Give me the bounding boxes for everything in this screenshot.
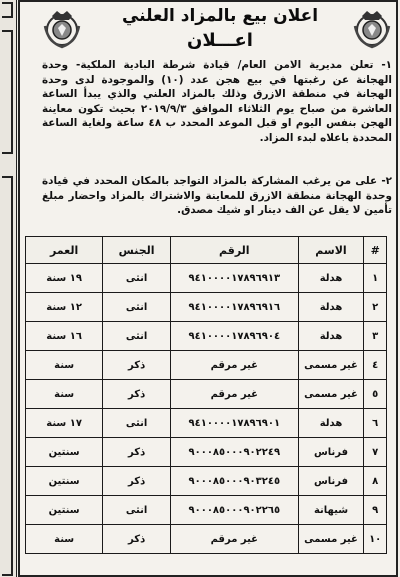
- table-row: [26, 264, 387, 293]
- adjacent-column-edge: [0, 0, 17, 577]
- cell-sex: ذكر: [103, 351, 171, 380]
- table-row: [26, 438, 387, 467]
- cell-sex: انثى: [103, 496, 171, 525]
- camels-table: [25, 236, 387, 554]
- cell-name: هدلة: [298, 322, 364, 351]
- cell-id: ٩٠٠٠٨٥٠٠٠٩٠٢٢٤٩: [171, 438, 299, 467]
- cell-id: ٩٤١٠٠٠٠١٧٨٩٦٩٠٤: [171, 322, 299, 351]
- table-row: [26, 525, 387, 554]
- cell-age: سنة: [26, 525, 103, 554]
- cell-age: ١٩ سنة: [26, 264, 103, 293]
- cell-name: غير مسمى: [298, 525, 364, 554]
- cell-age: ١٦ سنة: [26, 322, 103, 351]
- cell-id: ٩٤١٠٠٠٠١٧٨٩٦٩١٦: [171, 293, 299, 322]
- cell-number: ١: [364, 264, 387, 293]
- header-sex: الجنس: [103, 237, 171, 264]
- cell-age: سنتين: [26, 438, 103, 467]
- cell-name: هدلة: [298, 264, 364, 293]
- cell-number: ٤: [364, 351, 387, 380]
- cell-sex: انثى: [103, 264, 171, 293]
- table-header-row: [26, 237, 387, 264]
- adjacent-box: [2, 30, 13, 154]
- adjacent-box: [2, 2, 13, 18]
- cell-name: شيهانة: [298, 496, 364, 525]
- table-row: [26, 380, 387, 409]
- cell-number: ٨: [364, 467, 387, 496]
- cell-number: ٩: [364, 496, 387, 525]
- cell-id: غير مرقم: [171, 380, 299, 409]
- ad-title: اعلان بيع بالمزاد العلني: [121, 6, 319, 26]
- cell-id: ٩٤١٠٠٠٠١٧٨٩٦٩١٣: [171, 264, 299, 293]
- cell-age: سنتين: [26, 496, 103, 525]
- cell-sex: ذكر: [103, 525, 171, 554]
- cell-age: ١٧ سنة: [26, 409, 103, 438]
- cell-sex: انثى: [103, 322, 171, 351]
- paragraph-1: ١- تعلن مديرية الامن العام/ قيادة شرطة البادية الملكية- وحدة الهجانة عن رغبتها في بيع هجن عدد (١٠) والموجودة لدى وحدة الهجانة في منطقة الازرق وذلك بالمزاد العلني والذي يبدأ الساعة العاشرة من صباح يوم الثلاثاء الموافق ٢٠١٩/٩/٣ بحيث تكون معاينة الهجن بنفس اليوم او قبل الموعد المحدد ب ٤٨ ساعة ولغاية الساعة المحددة باعلاه لبدء المزاد.: [42, 59, 392, 144]
- cell-number: ٣: [364, 322, 387, 351]
- cell-id: ٩٤١٠٠٠٠١٧٨٩٦٩٠١: [171, 409, 299, 438]
- table-row: [26, 293, 387, 322]
- cell-sex: ذكر: [103, 380, 171, 409]
- cell-id: ٩٠٠٠٨٥٠٠٠٩٠٢٢٦٥: [171, 496, 299, 525]
- cell-sex: ذكر: [103, 438, 171, 467]
- cell-name: فرناس: [298, 438, 364, 467]
- table-row: [26, 322, 387, 351]
- cell-name: هدلة: [298, 293, 364, 322]
- table-row: [26, 467, 387, 496]
- cell-number: ١٠: [364, 525, 387, 554]
- cell-number: ٦: [364, 409, 387, 438]
- cell-age: ١٢ سنة: [26, 293, 103, 322]
- cell-sex: ذكر: [103, 467, 171, 496]
- ad-subtitle: اعـــلان: [187, 30, 253, 51]
- cell-age: سنتين: [26, 467, 103, 496]
- cell-sex: انثى: [103, 409, 171, 438]
- adjacent-box: [2, 176, 13, 576]
- cell-number: ٢: [364, 293, 387, 322]
- header-number: #: [364, 237, 387, 264]
- cell-sex: انثى: [103, 293, 171, 322]
- header-name: الاسم: [298, 237, 364, 264]
- cell-id: ٩٠٠٠٨٥٠٠٠٩٠٣٢٤٥: [171, 467, 299, 496]
- table-row: [26, 409, 387, 438]
- header-id: الرقم: [171, 237, 299, 264]
- table-row: [26, 351, 387, 380]
- cell-name: غير مسمى: [298, 351, 364, 380]
- table-row: [26, 496, 387, 525]
- police-emblem-icon: [40, 6, 84, 50]
- police-emblem-icon: [350, 6, 394, 50]
- cell-id: غير مرقم: [171, 351, 299, 380]
- cell-number: ٥: [364, 380, 387, 409]
- cell-name: غير مسمى: [298, 380, 364, 409]
- cell-number: ٧: [364, 438, 387, 467]
- paragraph-2: ٢- على من يرغب المشاركة بالمزاد التواجد بالمكان المحدد في قيادة وحدة الهجانة منطقة الازرق للمعاينة والاشتراك بالمزاد واحضار مبلغ تأمين لا يقل عن الف دينار او شيك مصدق.: [42, 175, 392, 216]
- cell-name: هدلة: [298, 409, 364, 438]
- cell-age: سنة: [26, 380, 103, 409]
- cell-name: فرناس: [298, 467, 364, 496]
- cell-id: غير مرقم: [171, 525, 299, 554]
- header-age: العمر: [26, 237, 103, 264]
- cell-age: سنة: [26, 351, 103, 380]
